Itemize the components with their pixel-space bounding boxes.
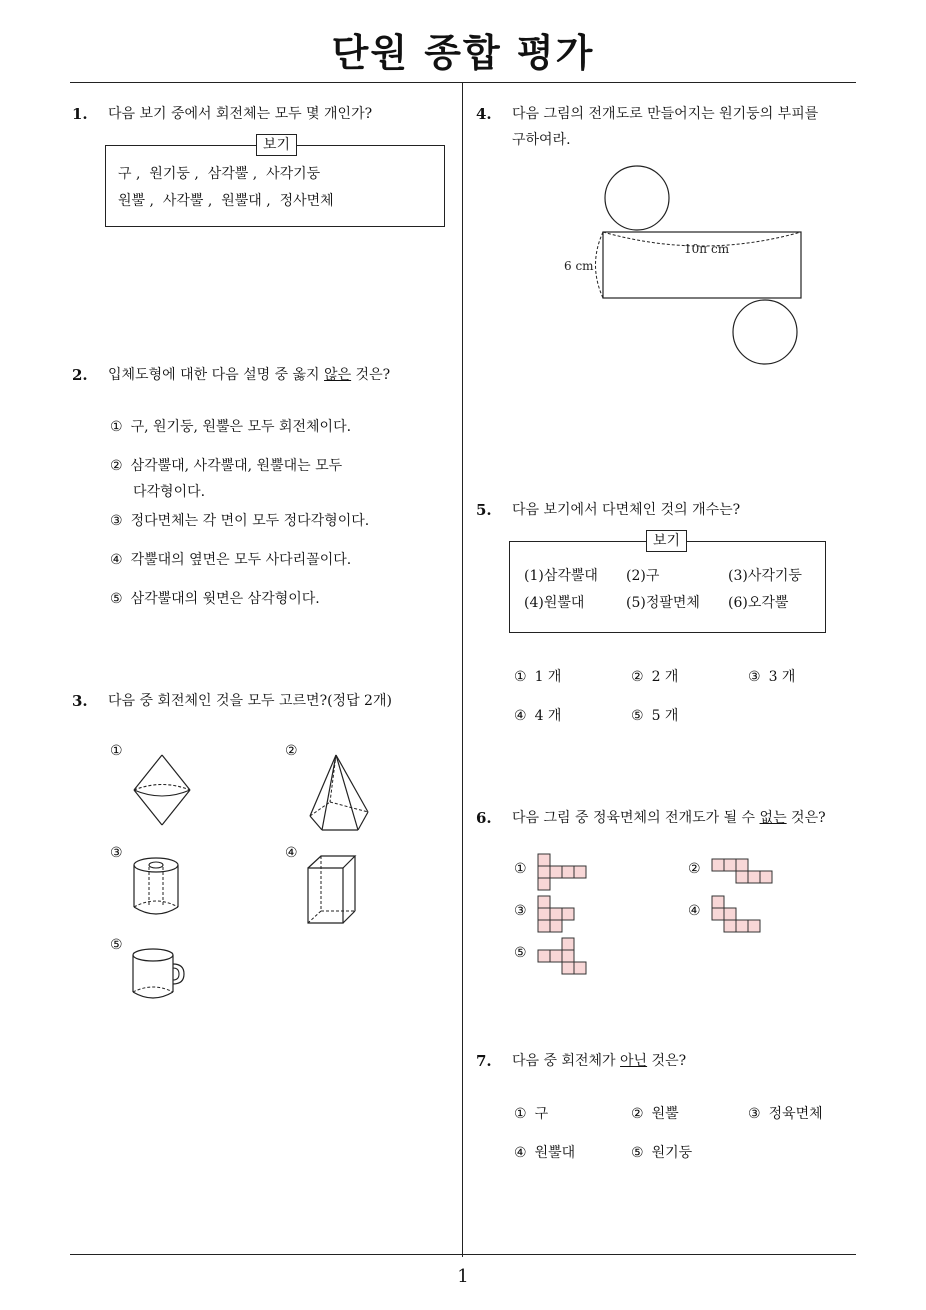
question-stem — [108, 362, 390, 388]
choice-text: 1 개 — [534, 669, 562, 685]
choice-mark: ④ — [110, 552, 123, 568]
choice-mark: ③ — [748, 669, 761, 685]
net-cell — [562, 962, 574, 974]
choice-text: 3 개 — [768, 669, 796, 685]
net-cell — [736, 871, 748, 883]
cube-net-2 — [711, 858, 774, 885]
figure-mark-2[interactable]: ② — [285, 743, 298, 759]
bogi-label: 보기 — [646, 530, 687, 552]
question-6 — [476, 805, 856, 835]
hollow-cylinder-figure — [128, 855, 188, 919]
choice-4[interactable] — [514, 705, 561, 725]
choice-5[interactable] — [110, 588, 320, 608]
rectangular-prism-figure — [303, 853, 363, 927]
choice-mark: ⑤ — [110, 591, 123, 607]
question-2 — [72, 362, 452, 392]
page-title: 단원 종합 평가 — [331, 31, 595, 75]
choice-mark: ⑤ — [631, 708, 644, 724]
choice-text: 2 개 — [651, 669, 679, 685]
stem-text: 다음 중 회전체가 — [512, 1053, 621, 1069]
net-cell — [550, 908, 562, 920]
question-stem: 다음 보기 중에서 회전체는 모두 몇 개인가? — [108, 106, 373, 122]
stem-emphasis: 없는 — [759, 810, 787, 826]
choice-2[interactable] — [110, 455, 342, 475]
bogi-item: (3)사각기둥 — [728, 568, 802, 584]
choice-mark: ② — [110, 458, 123, 474]
net-cell — [712, 859, 724, 871]
net-cell — [574, 962, 586, 974]
question-number: 7. — [476, 1052, 492, 1070]
choice-2-continued: 다각형이다. — [133, 484, 206, 500]
stem-text: 것은? — [351, 367, 391, 383]
net-cell — [550, 950, 562, 962]
choice-text: 삼각뿔대의 윗면은 삼각형이다. — [130, 591, 320, 607]
question-number: 6. — [476, 809, 492, 827]
bogi-box — [509, 541, 826, 633]
question-number: 3. — [72, 692, 88, 710]
bogi-item: (1)삼각뿔대 — [524, 568, 598, 584]
choice-5[interactable] — [631, 705, 678, 725]
choice-text: 삼각뿔대, 사각뿔대, 원뿔대는 모두 — [130, 458, 343, 474]
pentagonal-pyramid-figure — [300, 752, 375, 834]
cube-net-5 — [537, 937, 587, 975]
cube-net-4 — [711, 895, 761, 933]
question-stem: 다음 보기에서 다면체인 것의 개수는? — [512, 502, 741, 518]
net-cell — [748, 920, 760, 932]
bogi-line: 구 , 원기둥 , 삼각뿔 , 사각기둥 — [118, 166, 321, 182]
choice-text: 원뿔대 — [534, 1145, 576, 1161]
choice-mark: ② — [631, 1106, 644, 1122]
net-cell — [538, 950, 550, 962]
choice-3[interactable] — [110, 510, 369, 530]
net-cell — [538, 896, 550, 908]
choice-1[interactable] — [514, 666, 561, 686]
choice-text: 5 개 — [651, 708, 679, 724]
net-mark-4[interactable]: ④ — [688, 903, 701, 919]
bogi-item: (5)정팔면체 — [626, 595, 700, 611]
stem-text: 것은? — [647, 1053, 687, 1069]
net-cell — [724, 920, 736, 932]
bogi-line: 원뿔 , 사각뿔 , 원뿔대 , 정사면체 — [118, 193, 334, 209]
choice-text: 구, 원기둥, 원뿔은 모두 회전체이다. — [130, 419, 352, 435]
choice-mark: ④ — [514, 708, 527, 724]
choice-3[interactable] — [748, 1103, 823, 1123]
question-stem — [512, 1048, 686, 1074]
net-cell — [760, 871, 772, 883]
stem-emphasis: 아닌 — [620, 1053, 648, 1069]
choice-text: 구 — [534, 1106, 549, 1122]
question-stem-line-2: 구하여라. — [512, 132, 571, 148]
question-3 — [72, 688, 452, 718]
choice-mark: ③ — [748, 1106, 761, 1122]
bogi-item: (2)구 — [626, 568, 660, 584]
page-number: 1 — [457, 1266, 469, 1287]
question-stem: 다음 그림의 전개도로 만들어지는 원기둥의 부피를 — [512, 106, 819, 122]
choice-text: 원기둥 — [651, 1145, 693, 1161]
choice-2[interactable] — [631, 666, 678, 686]
choice-5[interactable] — [631, 1142, 692, 1162]
figure-mark-1[interactable]: ① — [110, 743, 123, 759]
question-4 — [476, 101, 856, 157]
choice-mark: ③ — [110, 513, 123, 529]
bogi-box — [105, 145, 445, 227]
question-number: 1. — [72, 105, 88, 123]
net-mark-2[interactable]: ② — [688, 861, 701, 877]
bogi-item: (6)오각뿔 — [728, 595, 789, 611]
net-cell — [748, 871, 760, 883]
choice-mark: ④ — [514, 1145, 527, 1161]
double-cone-figure — [128, 752, 198, 828]
length-label: 10π cm — [684, 242, 730, 256]
question-7 — [476, 1048, 856, 1078]
net-cell — [736, 920, 748, 932]
net-cell — [562, 866, 574, 878]
stem-text: 입체도형에 대한 다음 설명 중 옳지 — [108, 367, 325, 383]
choice-mark: ① — [110, 419, 123, 435]
net-cell — [562, 908, 574, 920]
net-cell — [736, 859, 748, 871]
choice-1[interactable] — [514, 1103, 548, 1123]
choice-mark: ① — [514, 1106, 527, 1122]
column-divider — [462, 83, 463, 1257]
bogi-label: 보기 — [256, 134, 297, 156]
choice-text: 각뿔대의 옆면은 모두 사다리꼴이다. — [130, 552, 352, 568]
question-number: 2. — [72, 366, 88, 384]
net-mark-3[interactable]: ③ — [514, 903, 527, 919]
cylinder-net-figure — [560, 160, 820, 370]
choice-text: 정육면체 — [768, 1106, 823, 1122]
bogi-item: (4)원뿔대 — [524, 595, 585, 611]
net-cell — [712, 896, 724, 908]
net-cell — [550, 866, 562, 878]
choice-2[interactable] — [631, 1103, 679, 1123]
height-label: 6 cm — [564, 259, 594, 273]
net-mark-1[interactable]: ① — [514, 861, 527, 877]
cube-net-3 — [537, 895, 575, 933]
net-cell — [562, 938, 574, 950]
choice-text: 정다면체는 각 면이 모두 정다각형이다. — [130, 513, 370, 529]
question-stem: 다음 중 회전체인 것을 모두 고르면?(정답 2개) — [108, 693, 392, 709]
net-cell — [538, 878, 550, 890]
cube-net-1 — [537, 853, 587, 891]
top-rule — [70, 82, 856, 83]
figure-mark-5[interactable]: ⑤ — [110, 937, 123, 953]
net-cell — [538, 854, 550, 866]
bottom-rule — [70, 1254, 856, 1255]
choice-4[interactable] — [514, 1142, 575, 1162]
net-cell — [538, 920, 550, 932]
choice-4[interactable] — [110, 549, 351, 569]
question-number: 5. — [476, 501, 492, 519]
stem-emphasis: 않은 — [324, 367, 352, 383]
net-cell — [538, 908, 550, 920]
net-cell — [550, 920, 562, 932]
choice-1[interactable] — [110, 416, 351, 436]
net-mark-5[interactable]: ⑤ — [514, 945, 527, 961]
choice-mark: ① — [514, 669, 527, 685]
choice-mark: ② — [631, 669, 644, 685]
net-cell — [562, 950, 574, 962]
net-cell — [574, 866, 586, 878]
question-number: 4. — [476, 105, 492, 123]
question-stem — [512, 805, 826, 831]
stem-text: 다음 그림 중 정육면체의 전개도가 될 수 — [512, 810, 760, 826]
net-cell — [538, 866, 550, 878]
figure-mark-3[interactable]: ③ — [110, 845, 123, 861]
mug-figure — [128, 946, 188, 1004]
figure-mark-4[interactable]: ④ — [285, 845, 298, 861]
question-5 — [476, 497, 856, 527]
choice-text: 원뿔 — [651, 1106, 679, 1122]
stem-text: 것은? — [786, 810, 826, 826]
choice-mark: ⑤ — [631, 1145, 644, 1161]
choice-3[interactable] — [748, 666, 795, 686]
net-cell — [724, 908, 736, 920]
net-cell — [712, 908, 724, 920]
net-cell — [724, 859, 736, 871]
choice-text: 4 개 — [534, 708, 562, 724]
